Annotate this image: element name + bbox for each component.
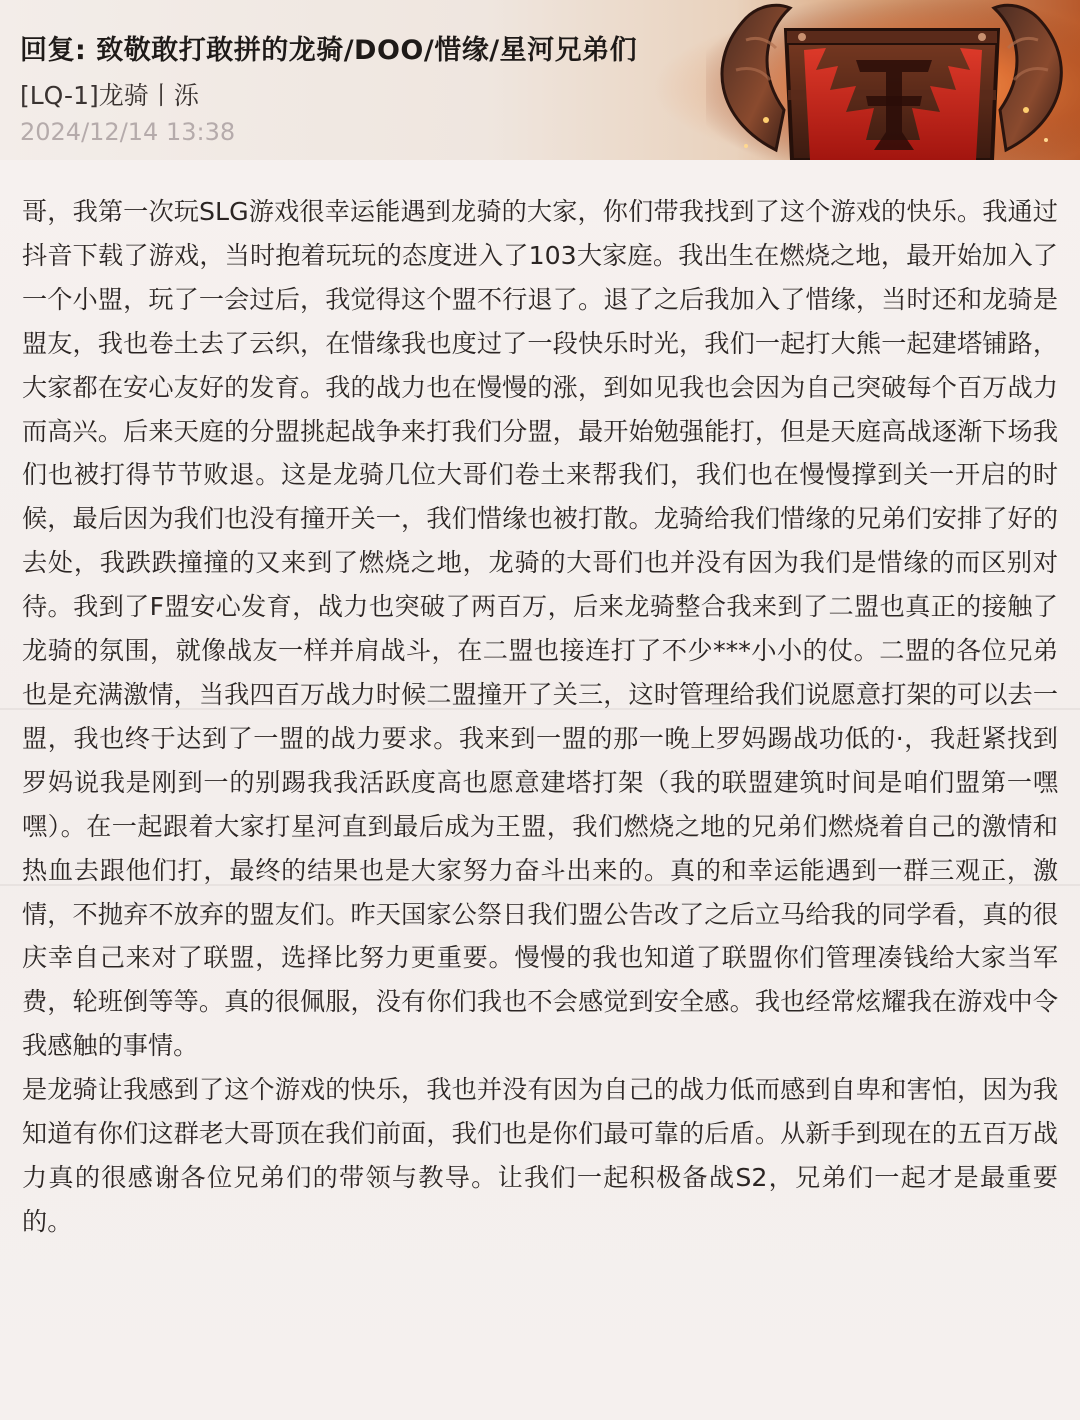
post-content — [22, 190, 1058, 1244]
post-timestamp: 2024/12/14 13:38 — [20, 118, 236, 146]
post-header — [0, 0, 1080, 160]
post-paragraph: 是龙骑让我感到了这个游戏的快乐，我也并没有因为自己的战力低而感到自卑和害怕，因为我知道有你们这群老大哥顶在我们前面，我们也是你们最可靠的后盾。从新手到现在的五百万战力真的很感谢各位兄弟们的带领与教导。让我们一起积极备战S2，兄弟们一起才是最重要的。 — [22, 1075, 1058, 1236]
post-paragraph: 哥，我第一次玩SLG游戏很幸运能遇到龙骑的大家，你们带我找到了这个游戏的快乐。我通过抖音下载了游戏，当时抱着玩玩的态度进入了103大家庭。我出生在燃烧之地，最开始加入了一个小盟，玩了一会过后，我觉得这个盟不行退了。退了之后我加入了惜缘，当时还和龙骑是盟友，我也卷土去了云织，在惜缘我也度过了一段快乐时光，我们一起打大熊一起建塔铺路，大家都在安心友好的发育。我的战力也在慢慢的涨，到如见我也会因为自己突破每个百万战力而高兴。后来天庭的分盟挑起战争来打我们分盟，最开始勉强能打，但是天庭高战逐渐下场我们也被打得节节败退。这是龙骑几位大哥们卷土来帮我们，我们也在慢慢撑到关一开启的时候，最后因为我们也没有撞开关一，我们惜缘也被打散。龙骑给我们惜缘的兄弟们安排了好的去处，我跌跌撞撞的又来到了燃烧之地，龙骑的大哥们也并没有因为我们是惜缘的而区别对待。我到了F盟安心发育，战力也突破了两百万，后来龙骑整合我来到了二盟也真正的接触了龙骑的氛围，就像战友一样并肩战斗，在二盟也接连打了不少***小小的仗。二盟的各位兄弟也是充满激情，当我四百万战力时候二盟撞开了关三，这时管理给我们说愿意打架的可以去一盟，我也终于达到了一盟的战力要求。我来到一盟的那一晚上罗妈踢战功低的·，我赶紧找到罗妈说我是刚到一的别踢我我活跃度高也愿意建塔打架（我的联盟建筑时间是咱们盟第一嘿嘿）。在一起跟着大家打星河直到最后成为王盟，我们燃烧之地的兄弟们燃烧着自己的激情和热血去跟他们打，最终的结果也是大家努力奋斗出来的。真的和幸运能遇到一群三观正，激情，不抛弃不放弃的盟友们。昨天国家公祭日我们盟公告改了之后立马给我的同学看，真的很庆幸自己来对了联盟，选择比努力更重要。慢慢的我也知道了联盟你们管理凑钱给大家当军费，轮班倒等等。真的很佩服，没有你们我也不会感觉到安全感。我也经常炫耀我在游戏中令我感触的事情。 — [22, 197, 1058, 1061]
post-title: 回复: 致敬敢打敢拼的龙骑/DOO/惜缘/星河兄弟们 — [20, 35, 638, 66]
horned-shield-emblem-icon — [706, 0, 1080, 160]
post-author[interactable]: [LQ-1]龙骑丨泺 — [20, 81, 199, 110]
